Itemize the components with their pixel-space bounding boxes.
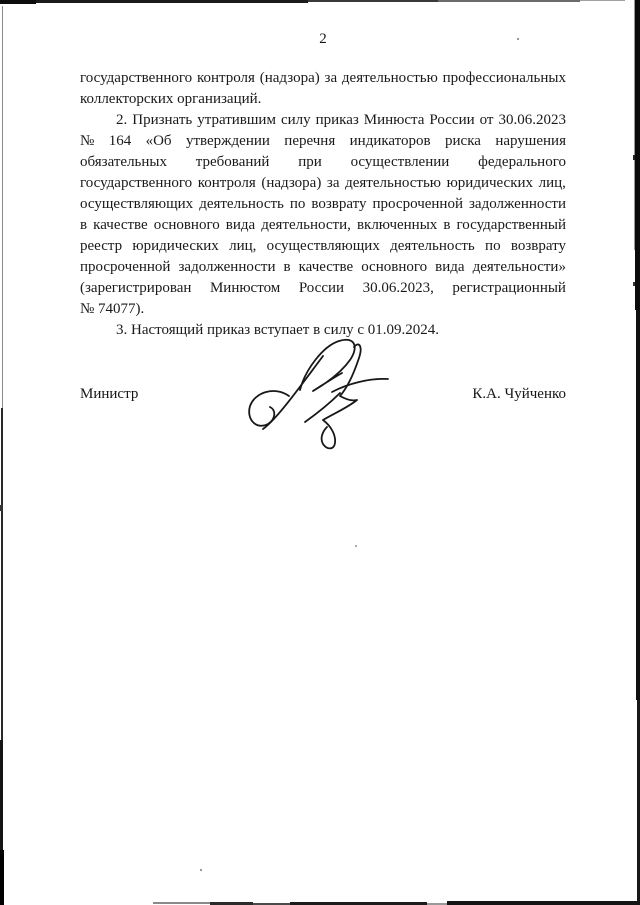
text-line: осуществляющих деятельность по возврату просроченной задолженности xyxy=(80,196,566,212)
scan-artifact xyxy=(36,0,308,3)
scan-artifact xyxy=(1,408,3,740)
scan-artifact xyxy=(0,850,4,905)
text-line: обязательных требований при осуществлении федерального xyxy=(80,154,566,170)
scan-artifact xyxy=(635,0,640,310)
text-line: государственного контроля (надзора) за деятельностью профессиональных xyxy=(80,70,566,86)
text-line: реестр юридических лиц, осуществляющих деятельность по возврату xyxy=(80,238,566,254)
text-line: 3. Настоящий приказ вступает в силу с 01.09.2024. xyxy=(116,322,439,338)
signature-stroke xyxy=(263,356,323,429)
scan-artifact xyxy=(0,740,3,850)
signature-stroke xyxy=(300,340,355,391)
scan-speck xyxy=(355,545,357,547)
scan-artifact xyxy=(0,0,36,4)
text-line: просроченной задолженности в качестве основного вида деятельности» xyxy=(80,259,566,275)
text-line: № 74077). xyxy=(80,301,145,317)
scan-artifact xyxy=(580,0,625,1)
scan-artifact xyxy=(2,6,3,408)
text-line: в качестве основного вида деятельности, включенных в государственный xyxy=(80,217,566,233)
scan-artifact xyxy=(153,902,210,904)
signature-stroke xyxy=(332,379,388,392)
text-line: № 164 «Об утверждении перечня индикаторов риска нарушения xyxy=(80,133,566,149)
signer-name: К.А. Чуйченко xyxy=(472,386,566,402)
scan-artifact xyxy=(633,282,635,286)
text-line: 2. Признать утратившим силу приказ Минюста России от 30.06.2023 xyxy=(116,112,566,128)
scan-artifact xyxy=(0,505,3,511)
signer-role-label: Министр xyxy=(80,386,139,402)
scan-artifact xyxy=(308,0,438,2)
document-body xyxy=(80,68,566,341)
page-number: 2 xyxy=(319,31,327,47)
scan-speck xyxy=(200,869,202,871)
text-line: (зарегистрирован Минюстом России 30.06.2023, регистрационный xyxy=(80,280,566,296)
handwritten-signature-image xyxy=(243,336,395,454)
scan-artifact xyxy=(633,155,635,160)
scan-artifact xyxy=(438,0,580,2)
scan-artifact xyxy=(636,310,640,700)
signature-stroke xyxy=(305,393,340,422)
text-line: коллекторских организаций. xyxy=(80,91,262,107)
signature-stroke xyxy=(322,344,361,448)
text-line: государственного контроля (надзора) за деятельностью юридических лиц, xyxy=(80,175,566,191)
scan-artifact xyxy=(447,901,640,905)
